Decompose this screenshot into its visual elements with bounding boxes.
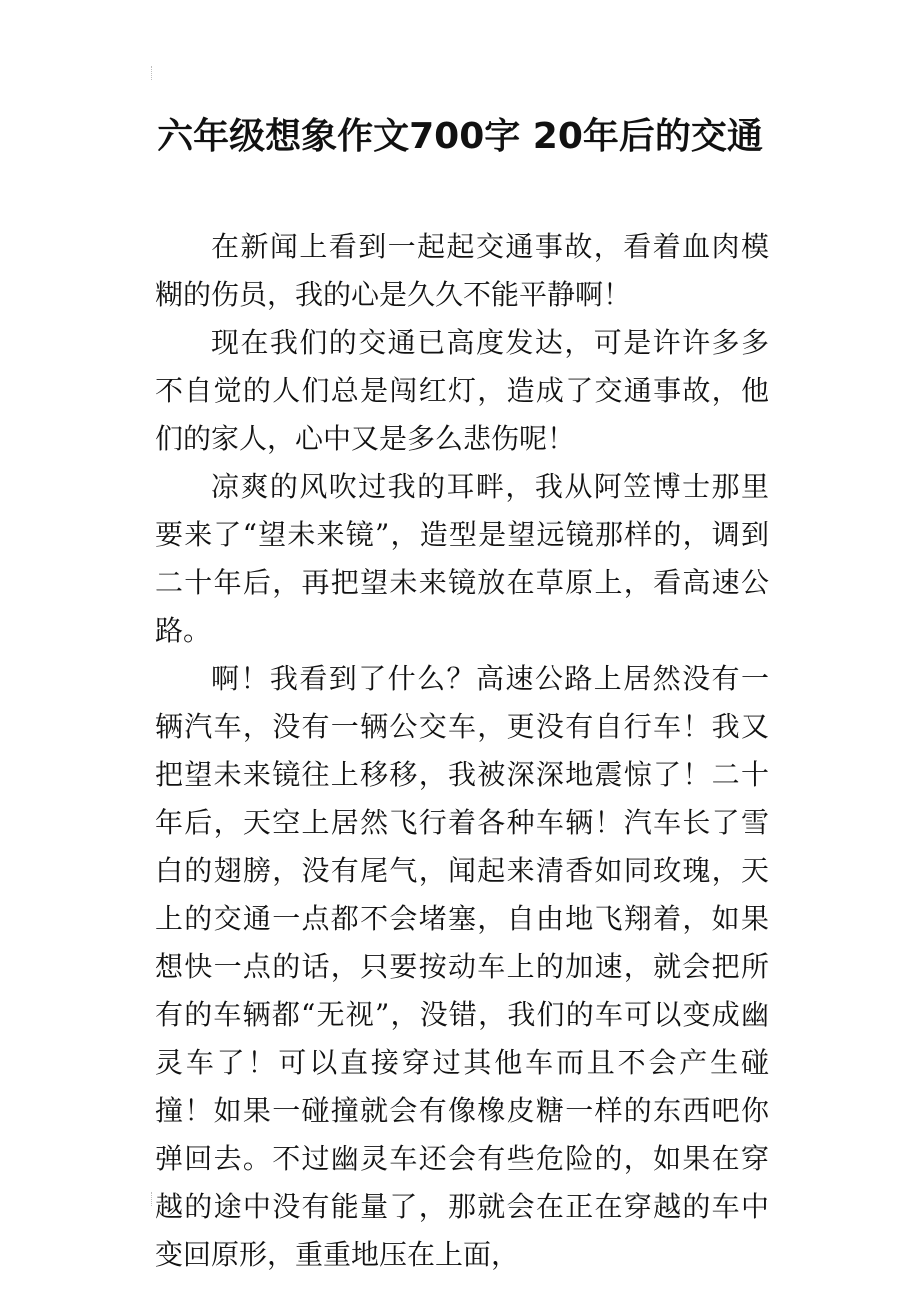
page-corner-mark — [151, 66, 156, 80]
paragraph-3: 凉爽的风吹过我的耳畔，我从阿笠博士那里要来了“望未来镜”，造型是望远镜那样的，调到二十年后，再把望未来镜放在草原上，看高速公路。 — [155, 470, 769, 647]
paragraph-4: 啊！我看到了什么？高速公路上居然没有一辆汽车，没有一辆公交车，更没有自行车！我又把望未来镜往上移移，我被深深地震惊了！二十年后，天空上居然飞行着各种车辆！汽车长了雪白的翅膀，没有尾气，闻起来清香如同玫瑰，天上的交通一点都不会堵塞，自由地飞翔着，如果想快一点的话，只要按动车上的加速，就会把所有的车辆都“无视”，没错，我们的车可以变成幽灵车了！可以直接穿过其他车而且不会产生碰撞！如果一碰撞就会有像橡皮糖一样的东西吧你弹回去。不过幽灵车还会有些危险的，如果在穿越的途中没有能量了，那就会在正在穿越的车中变回原形，重重地压在上面， — [155, 662, 769, 1271]
paragraph-1: 在新闻上看到一起起交通事故，看着血肉模糊的伤员，我的心是久久不能平静啊！ — [155, 230, 769, 311]
paragraph-2: 现在我们的交通已高度发达，可是许许多多不自觉的人们总是闯红灯，造成了交通事故，他们的家人，心中又是多么悲伤呢！ — [155, 326, 769, 455]
document-title: 六年级想象作文700字 20年后的交通 — [157, 116, 763, 157]
document-body — [155, 223, 769, 1279]
page-corner-mark — [151, 1192, 156, 1206]
